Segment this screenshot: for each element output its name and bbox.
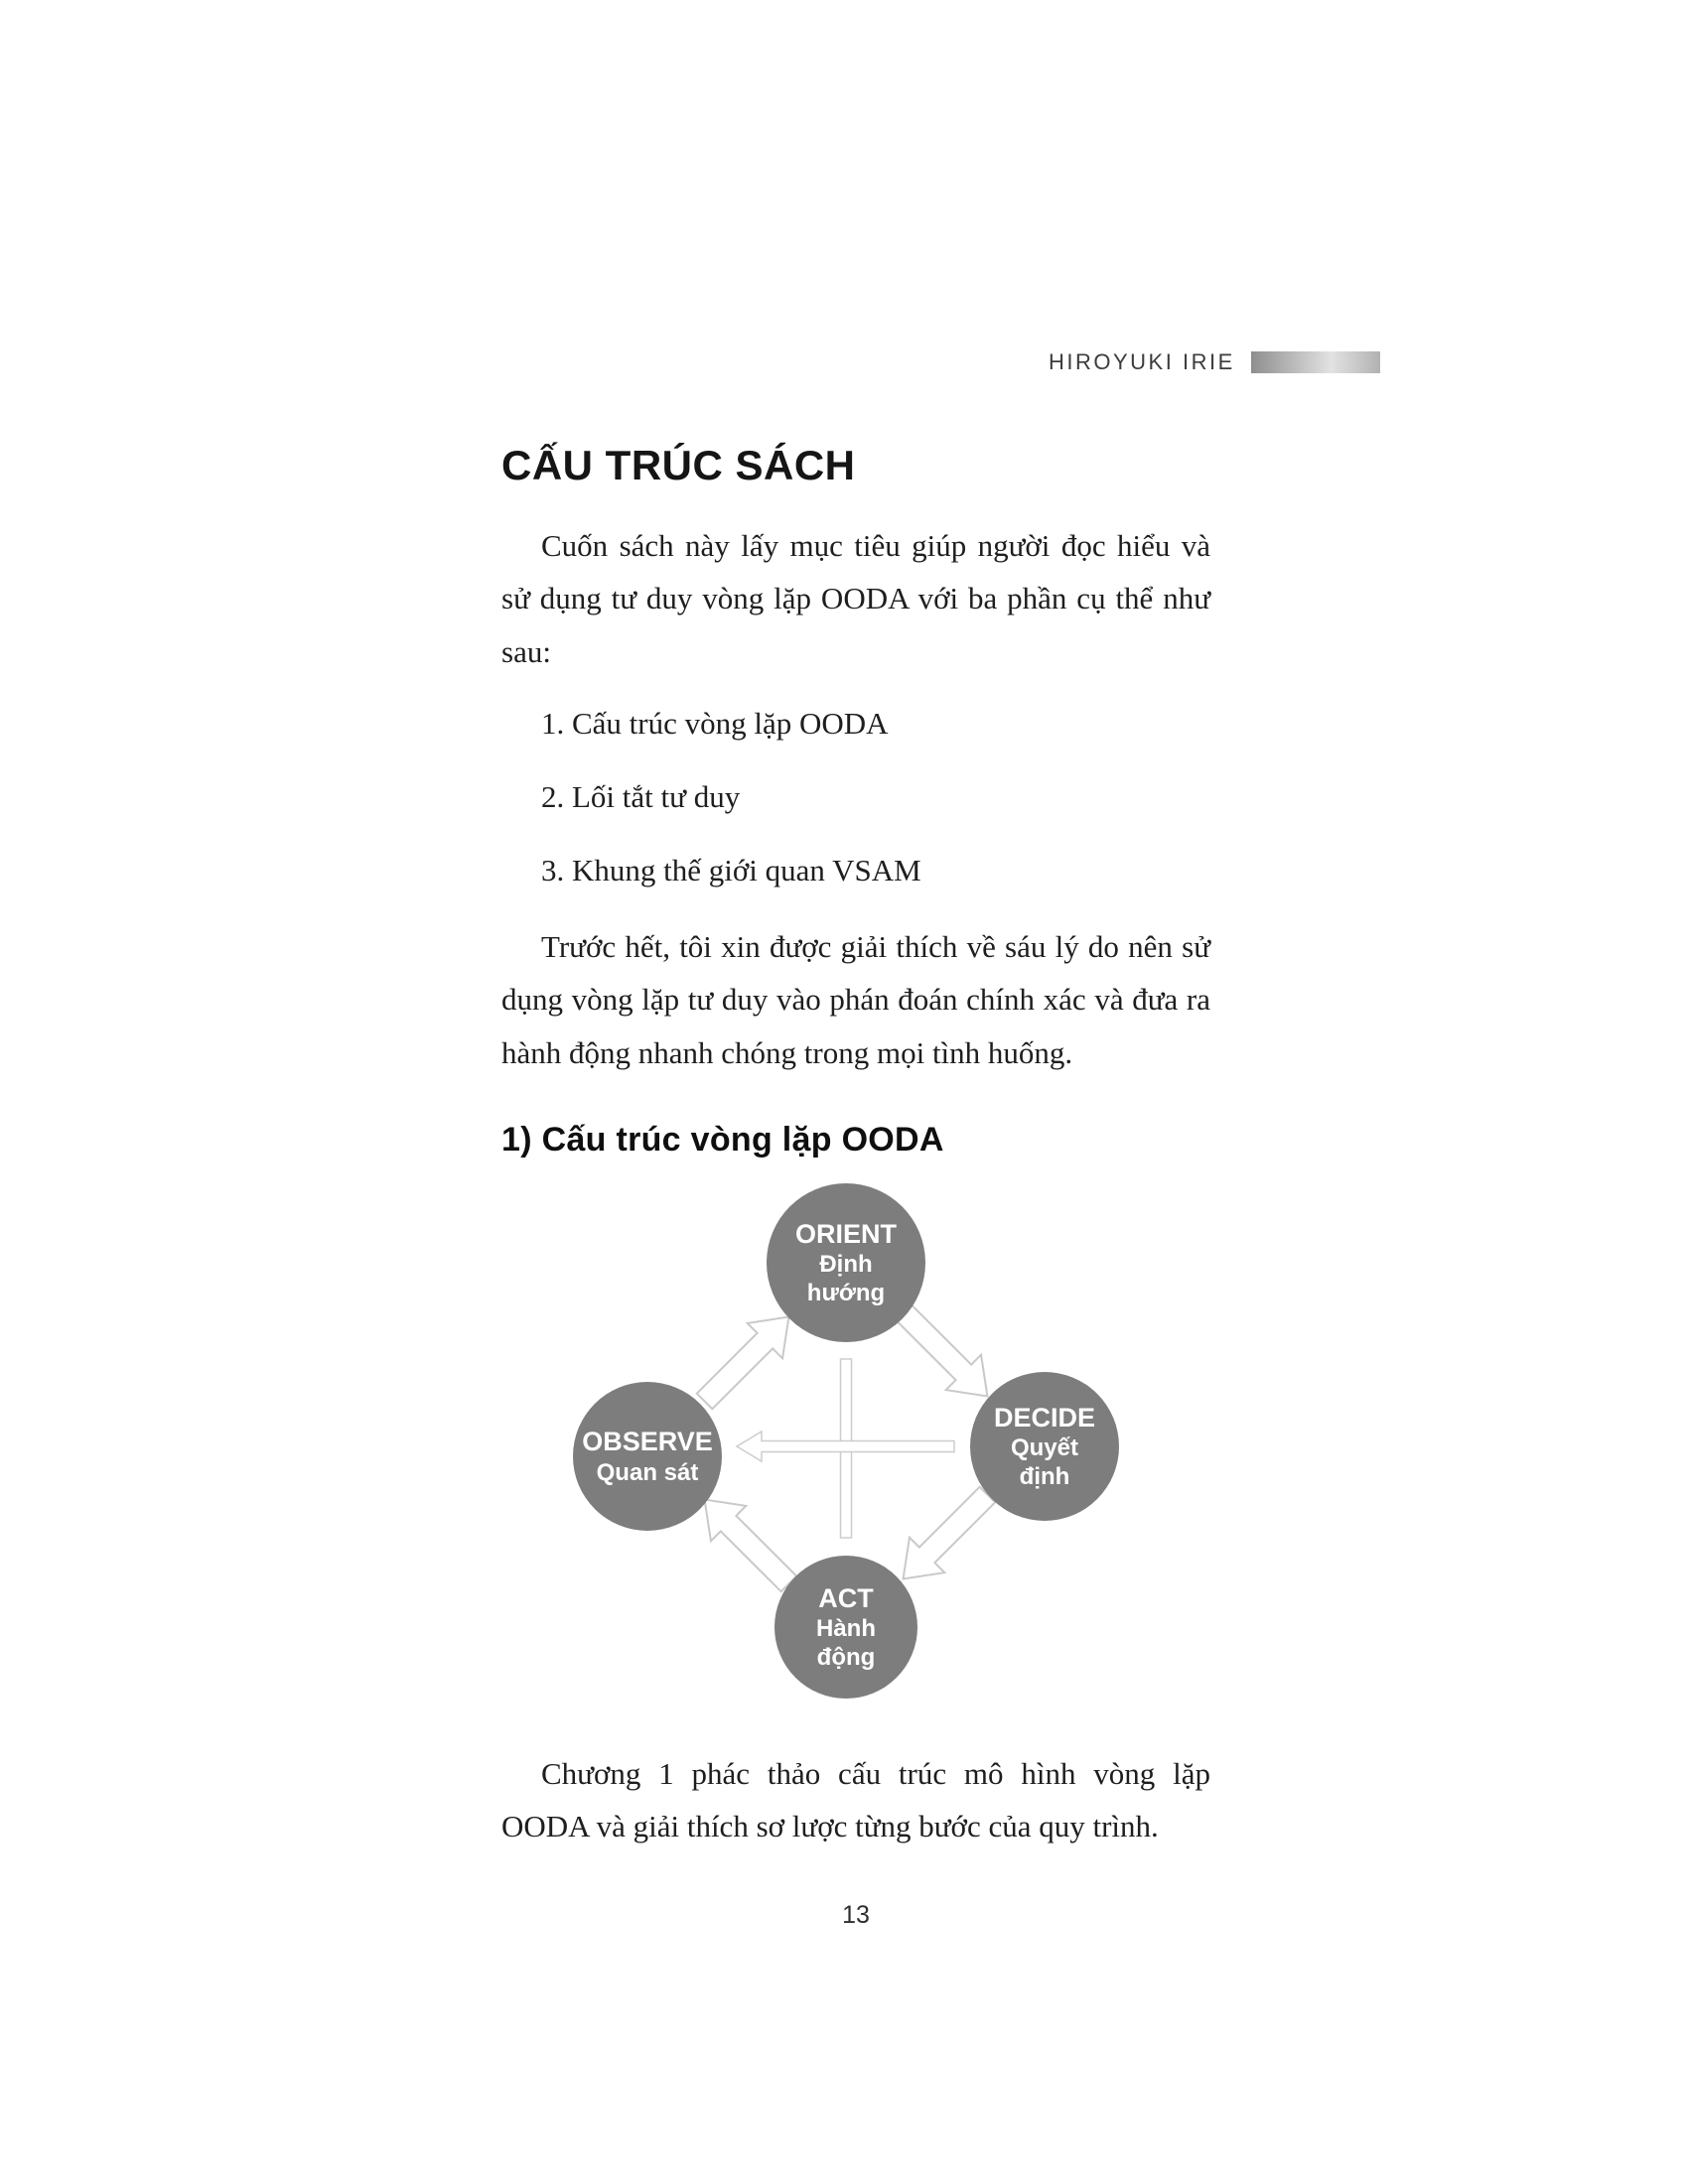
node-orient-label-en: ORIENT xyxy=(794,1218,897,1249)
running-header xyxy=(1049,349,1380,375)
ooda-loop-diagram xyxy=(501,1177,1210,1721)
author-name: HIROYUKI IRIE xyxy=(1049,349,1235,374)
header-gradient-bar xyxy=(1251,351,1380,373)
node-decide-label-vi: Quyết định xyxy=(1010,1433,1078,1491)
list-item: 1. Cấu trúc vòng lặp OODA xyxy=(541,705,889,741)
node-decide-label-en: DECIDE xyxy=(993,1402,1095,1433)
node-orient xyxy=(767,1183,925,1342)
paragraph-chapter1: Chương 1 phác thảo cấu trúc mô hình vòng lặp OODA và giải thích sơ lược từng bước của quy trình. xyxy=(501,1756,1210,1844)
node-decide xyxy=(970,1372,1119,1521)
node-act-label-en: ACT xyxy=(818,1582,874,1613)
node-act-label-vi: Hành động xyxy=(816,1614,876,1672)
page-number: 13 xyxy=(842,1900,870,1929)
paragraph-intro: Cuốn sách này lấy mục tiêu giúp người đọc hiểu và sử dụng tư duy vòng lặp OODA với ba phần cụ thể như sau: xyxy=(501,528,1210,669)
paragraph-explanation: Trước hết, tôi xin được giải thích về sáu lý do nên sử dụng vòng lặp tư duy vào phán đoán chính xác và đưa ra hành động nhanh chóng trong mọi tình huống. xyxy=(501,929,1210,1070)
list-item: 3. Khung thế giới quan VSAM xyxy=(541,853,921,888)
node-observe-label-vi: Quan sát xyxy=(596,1458,699,1486)
node-observe-label-en: OBSERVE xyxy=(582,1427,713,1457)
arrow-decide-to-act xyxy=(886,1477,1005,1596)
node-observe xyxy=(573,1382,722,1531)
book-parts-list xyxy=(501,700,1210,894)
node-orient-label-vi: Định hướng xyxy=(806,1250,886,1307)
list-item: 2. Lối tắt tư duy xyxy=(541,778,741,814)
node-act xyxy=(774,1556,917,1699)
section-title: CẤU TRÚC SÁCH xyxy=(501,442,856,488)
subsection-heading: 1) Cấu trúc vòng lặp OODA xyxy=(501,1121,944,1160)
page-content xyxy=(501,442,1210,1930)
